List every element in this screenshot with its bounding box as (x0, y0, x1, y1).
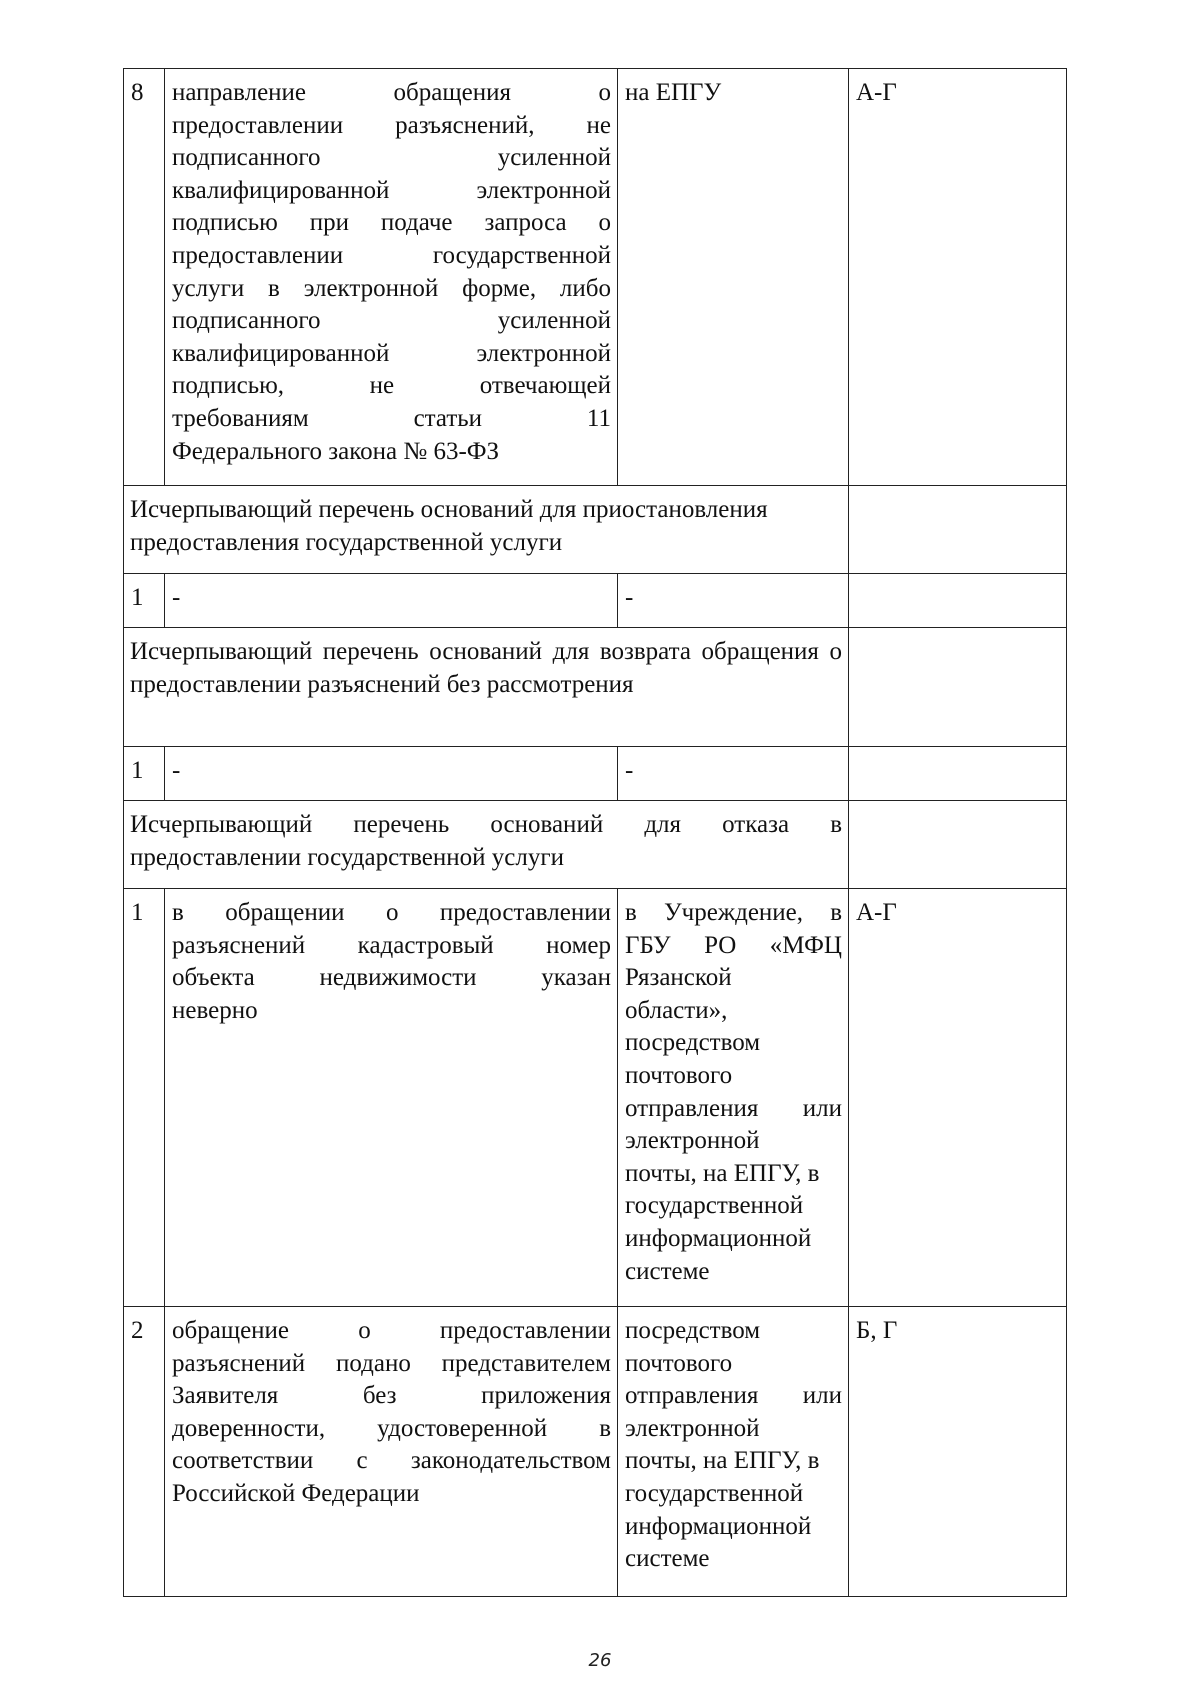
reason-line: Заявителя без приложения (172, 1382, 611, 1410)
channel-line: системе (625, 1545, 710, 1573)
reason-line: обращение о предоставлении (172, 1317, 611, 1344)
reason-line: разъяснений подано представителем (172, 1349, 611, 1377)
code-cell: А-Г (849, 69, 1067, 486)
channel-line: почтового (625, 1349, 733, 1377)
reason-line: подписанного усиленной (172, 307, 611, 335)
table-row (124, 1307, 1067, 1597)
reason-line: услуги в электронной форме, либо (172, 274, 611, 302)
channel-line: информационной (625, 1512, 812, 1540)
reason-cell: - (165, 574, 618, 628)
row-number: 1 (124, 747, 165, 801)
section-header-text: Исчерпывающий перечень оснований для возврата обращения о предоставлении разъяснений без рассмотрения (130, 638, 842, 698)
reason-line: подписанного усиленной (172, 144, 611, 172)
channel-line: отправления или (625, 1382, 842, 1410)
grounds-table (123, 68, 1067, 1597)
row-number: 1 (124, 889, 165, 1307)
empty-cell (849, 574, 1067, 628)
channel-cell (618, 1307, 849, 1597)
code-cell: А-Г (849, 889, 1067, 1307)
channel-line: отправления или (625, 1094, 842, 1122)
channel-line: электронной (625, 1127, 760, 1155)
reason-line: предоставлении разъяснений, не (172, 111, 611, 139)
channel-cell: - (618, 574, 849, 628)
reason-line: разъяснений кадастровый номер (172, 931, 611, 959)
reason-line: предоставлении государственной (172, 241, 611, 269)
section-header-refusal (124, 801, 849, 889)
reason-line: квалифицированной электронной (172, 339, 611, 367)
page-number: 26 (588, 1650, 612, 1671)
channel-line: государственной (625, 1192, 804, 1220)
section-header-row (124, 486, 1067, 574)
reason-line: Федерального закона № 63-ФЗ (172, 437, 500, 465)
reason-cell (165, 1307, 618, 1597)
empty-cell (849, 628, 1067, 747)
reason-line: объекта недвижимости указан (172, 964, 611, 992)
reason-line: Российской Федерации (172, 1479, 420, 1507)
reason-line: доверенности, удостоверенной в (172, 1414, 611, 1442)
reason-line: квалифицированной электронной (172, 176, 611, 204)
section-header-row (124, 801, 1067, 889)
reason-cell: - (165, 747, 618, 801)
channel-line: Рязанской (625, 964, 732, 992)
reason-line: требованиям статьи 11 (172, 404, 611, 432)
section-header-text: Исчерпывающий перечень оснований для отказа в предоставлении государственной услуги (130, 811, 842, 871)
channel-cell: - (618, 747, 849, 801)
section-header-row (124, 628, 1067, 747)
empty-cell (849, 801, 1067, 889)
channel-line: почты, на ЕПГУ, в (625, 1447, 820, 1475)
channel-line: области», (625, 996, 728, 1024)
channel-line: почты, на ЕПГУ, в (625, 1159, 820, 1187)
reason-cell (165, 69, 618, 486)
channel-line: ГБУ РО «МФЦ (625, 931, 842, 959)
section-header-text: Исчерпывающий перечень оснований для приостановления предоставления государственной услуги (130, 496, 768, 556)
reason-line: подписью при подаче запроса о (172, 209, 611, 237)
channel-line: информационной (625, 1224, 812, 1252)
empty-cell (849, 486, 1067, 574)
empty-cell (849, 747, 1067, 801)
channel-line: системе (625, 1257, 710, 1285)
channel-line: посредством (625, 1029, 761, 1057)
section-header-return (124, 628, 849, 747)
channel-line: посредством (625, 1317, 761, 1344)
table-row (124, 574, 1067, 628)
channel-line: электронной (625, 1414, 760, 1442)
channel-line: почтового (625, 1061, 733, 1089)
channel-line: в Учреждение, в (625, 899, 842, 926)
channel-cell (618, 889, 849, 1307)
code-cell: Б, Г (849, 1307, 1067, 1597)
table-row (124, 69, 1067, 486)
reason-line: подписью, не отвечающей (172, 372, 611, 400)
row-number: 2 (124, 1307, 165, 1597)
channel-line: государственной (625, 1479, 804, 1507)
reason-line: соответствии с законодательством (172, 1447, 611, 1475)
channel-cell: на ЕПГУ (618, 69, 849, 486)
row-number: 8 (124, 69, 165, 486)
reason-cell (165, 889, 618, 1307)
row-number: 1 (124, 574, 165, 628)
reason-line: направление обращения о (172, 79, 611, 106)
reason-line: неверно (172, 996, 258, 1024)
section-header-suspension (124, 486, 849, 574)
table-row (124, 889, 1067, 1307)
table-row (124, 747, 1067, 801)
reason-line: в обращении о предоставлении (172, 899, 611, 926)
